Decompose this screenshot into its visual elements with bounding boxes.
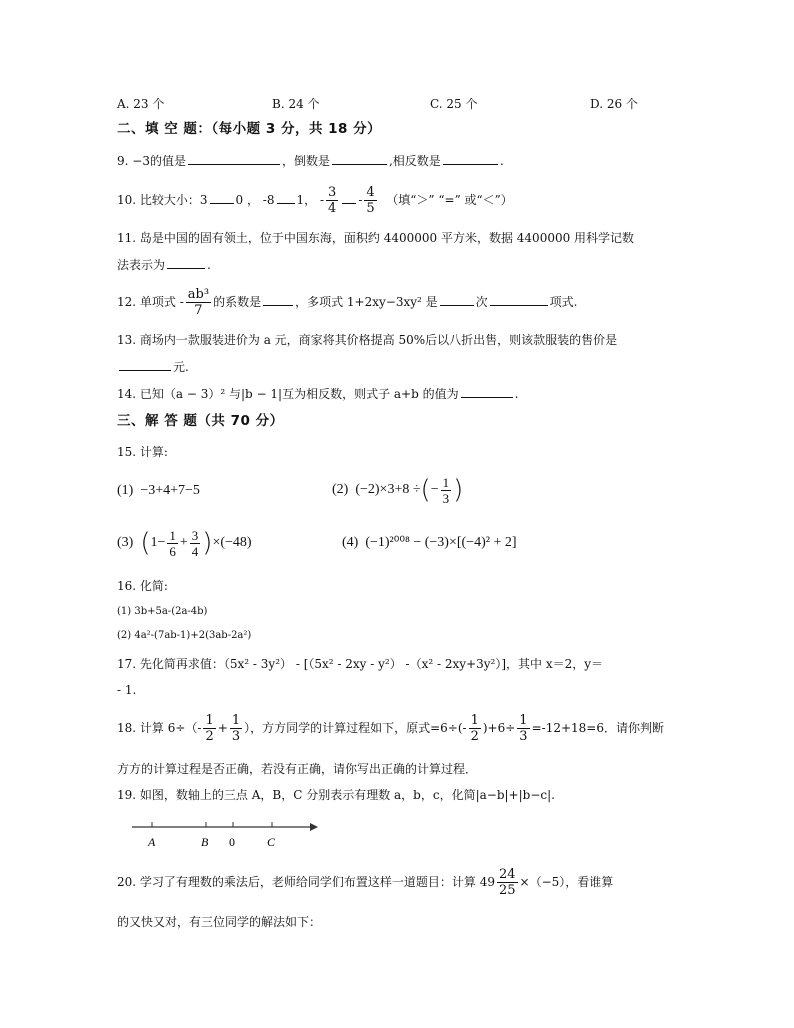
q16-expression-1: (1) 3b+5a-(2a-4b) xyxy=(117,606,208,617)
question-11-line2: 法表示为 . xyxy=(117,258,211,272)
question-19: 19. 如图，数轴上的三点 A，B，C 分别表示有理数 a，b，c，化简|a−b|+|b−c|. xyxy=(117,788,555,802)
number-line-arrow xyxy=(310,823,318,831)
fraction: $\frac{4}{5}$ xyxy=(366,185,375,216)
q15-expression-4: (4) (−1)²⁰⁰⁸ − (−3)×[(−4)² + 2] xyxy=(342,535,517,550)
label-a: A xyxy=(148,835,156,849)
fraction: $\frac{24}{25}$ xyxy=(499,867,516,898)
question-13-line2: 元. xyxy=(117,358,189,376)
question-20-line1: 20. 学习了有理数的乘法后，老师给同学们布置这样一道题目：计算 49 $\frac{24}{25}$ ×（−5），看谁算 xyxy=(117,867,614,898)
label-c: C xyxy=(267,835,276,849)
question-16-title: 16. 化简: xyxy=(117,579,168,593)
question-14: 14. 已知（a − 3）² 与|b − 1|互为相反数，则式子 a+b 的值为 . xyxy=(117,387,519,401)
fraction: $\frac{3}{4}$ xyxy=(191,527,199,559)
fraction: $\frac{3}{4}$ xyxy=(328,185,337,216)
question-9: 9. −3的值是 ，倒数是 ,相反数是 . xyxy=(117,154,504,168)
number-line-diagram xyxy=(128,815,328,855)
question-11-line1: 11. 岛是中国的固有领土，位于中国东海，面积约 4400000 平方米，数据 4400000 用科学记数 xyxy=(117,231,635,245)
question-17-line1: 17. 先化简再求值：（5x² - 3y²） - [（5x² - 2xy - y²） -（x² - 2xy+3y²）]，其中 x＝2，y＝ xyxy=(117,657,604,671)
fraction: $\frac{1}{3}$ xyxy=(231,713,241,744)
question-10: 10. 比较大小：3 0 ， -8 1， - $\frac{3}{4}$ - $\frac{4}{5}$ （填“＞” “=” 或“＜”） xyxy=(117,185,513,216)
label-zero: 0 xyxy=(229,835,235,849)
question-12: 12. 单项式 - $\frac{\text{ab³}}{7}$ 的系数是 ，多项式 1+2xy−3xy² 是 次 项式. xyxy=(117,287,578,318)
question-13-line1: 13. 商场内一款服装进价为 a 元，商家将其价格提高 50%后以八折出售，则该款服装的售价是 xyxy=(117,333,618,347)
q15-expression-2: (2) (−2)×3+8 ÷(− $\frac{1}{3}$ ) xyxy=(332,474,464,506)
question-18-line1: 18. 计算 6÷（- $\frac{1}{2}$ + $\frac{1}{3}$ ），方方同学的计算过程如下，原式=6÷(- $\frac{1}{2}$ )+6÷ $\frac{1}{3}$ =-12+18=6．请你判断 xyxy=(117,713,664,744)
question-20-line2: 的又快又对，有三位同学的解法如下： xyxy=(117,915,322,929)
question-17-line2: - 1. xyxy=(117,683,137,697)
fraction: $\frac{\text{ab³}}{7}$ xyxy=(187,287,210,318)
label-b: B xyxy=(201,835,209,849)
fraction: $\frac{1}{2}$ xyxy=(470,713,479,744)
option-c: C. 25 个 xyxy=(430,97,478,111)
q15-expression-1: (1) −3+4+7−5 xyxy=(117,483,200,498)
option-b: B. 24 个 xyxy=(272,97,320,111)
section3-title: 三、解 答 题（共 70 分） xyxy=(117,413,284,429)
fraction: $\frac{1}{3}$ xyxy=(442,474,450,506)
option-d: D. 26 个 xyxy=(590,97,638,111)
question-18-line2: 方方的计算过程是否正确，若没有正确，请你写出正确的计算过程． xyxy=(117,762,478,776)
fraction: $\frac{1}{3}$ xyxy=(519,713,528,744)
section2-title: 二、填 空 题：（每小题 3 分，共 18 分） xyxy=(117,121,382,137)
option-a: A. 23 个 xyxy=(117,97,165,111)
fraction: $\frac{1}{6}$ xyxy=(169,527,176,559)
q15-expression-3: (3) (1− $\frac{1}{6}$ + $\frac{3}{4}$ )×(−48) xyxy=(117,527,252,559)
question-15-title: 15. 计算: xyxy=(117,445,168,459)
q16-expression-2: (2) 4a²-(7ab-1)+2(3ab-2a²) xyxy=(117,630,252,641)
fraction: $\frac{1}{2}$ xyxy=(205,713,214,744)
